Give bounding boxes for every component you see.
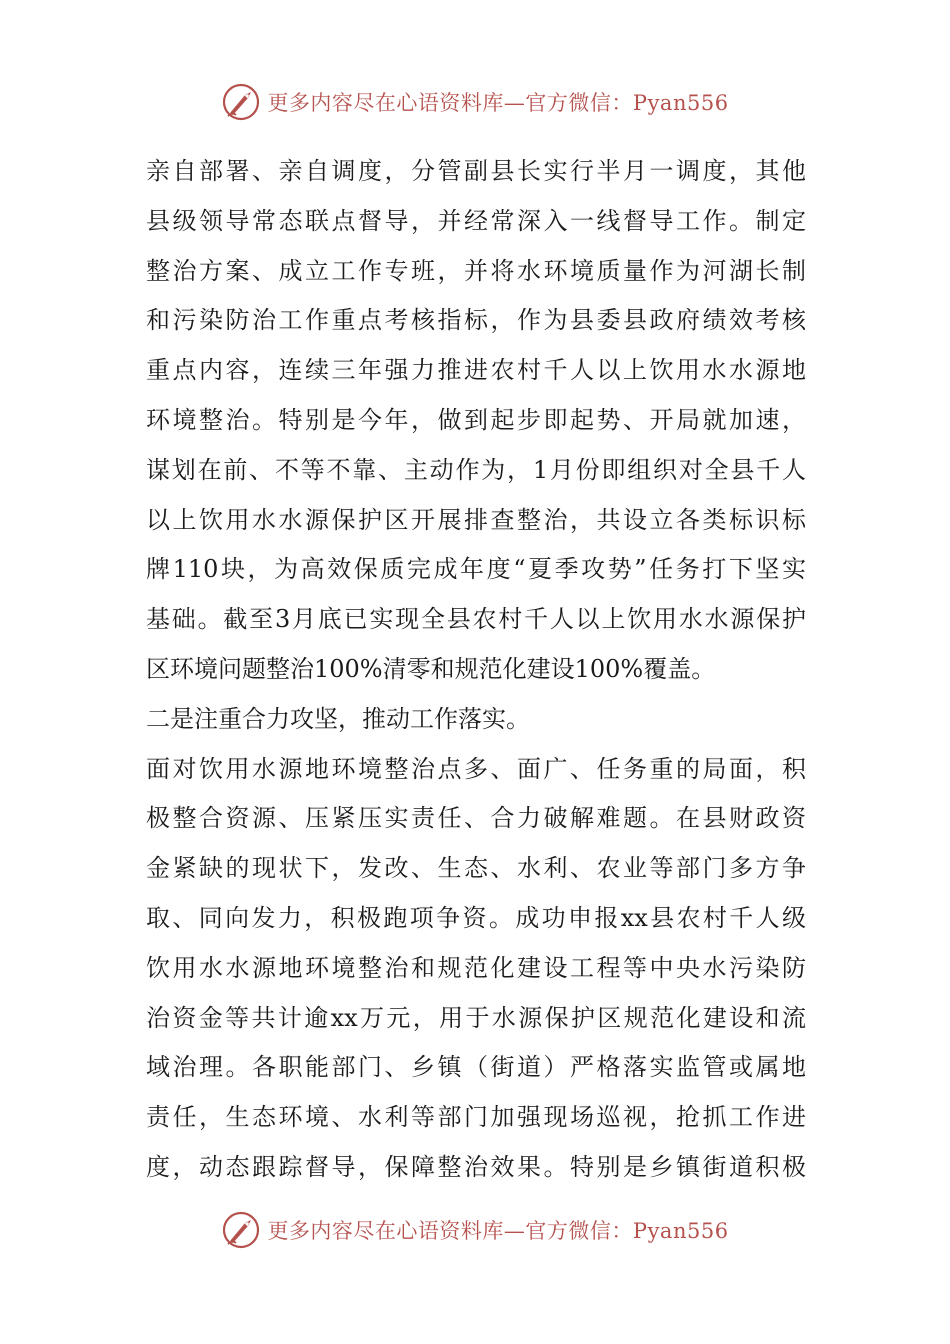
body-line: 谋划在前、不等不靠、主动作为，1月份即组织对全县千人 <box>146 455 806 484</box>
body-line: 环境整治。特别是今年，做到起步即起势、开局就加速， <box>146 405 806 434</box>
body-line: 以上饮用水水源保护区开展排查整治，共设立各类标识标 <box>146 505 806 534</box>
body-line: 极整合资源、压紧压实责任、合力破解难题。在县财政资 <box>146 804 806 833</box>
body-line: 基础。截至3月底已实现全县农村千人以上饮用水水源保护 <box>146 605 806 634</box>
pen-nib-logo-icon <box>221 1210 261 1250</box>
footer-banner-text: 更多内容尽在心语资料库—官方微信：Pyan556 <box>267 1219 729 1243</box>
section-heading: 二是注重合力攻坚，推动工作落实。 <box>146 704 530 733</box>
body-line: 面对饮用水源地环境整治点多、面广、任务重的局面，积 <box>146 754 806 783</box>
body-line: 重点内容，连续三年强力推进农村千人以上饮用水水源地 <box>146 356 806 385</box>
header-banner-text: 更多内容尽在心语资料库—官方微信：Pyan556 <box>267 91 729 115</box>
body-line: 亲自部署、亲自调度，分管副县长实行半月一调度，其他 <box>146 157 806 185</box>
body-line: 区环境问题整治100%清零和规范化建设100%覆盖。 <box>146 654 716 683</box>
body-line: 牌110块，为高效保质完成年度“夏季攻势”任务打下坚实 <box>146 555 806 584</box>
body-line: 治资金等共计逾xx万元，用于水源保护区规范化建设和流 <box>146 1003 806 1032</box>
body-line: 和污染防治工作重点考核指标，作为县委县政府绩效考核 <box>146 306 806 335</box>
body-line: 域治理。各职能部门、乡镇（街道）严格落实监管或属地 <box>146 1053 806 1082</box>
header-banner <box>0 80 950 124</box>
body-line: 度，动态跟踪督导，保障整治效果。特别是乡镇街道积极 <box>146 1152 806 1181</box>
body-line: 金紧缺的现状下，发改、生态、水利、农业等部门多方争 <box>146 854 806 883</box>
body-line: 县级领导常态联点督导，并经常深入一线督导工作。制定 <box>146 206 806 235</box>
body-line: 整治方案、成立工作专班，并将水环境质量作为河湖长制 <box>146 256 806 285</box>
body-line: 责任，生态环境、水利等部门加强现场巡视，抢抓工作进 <box>146 1103 806 1132</box>
document-body <box>146 147 806 1193</box>
footer-banner <box>0 1208 950 1252</box>
body-line: 取、同向发力，积极跑项争资。成功申报xx县农村千人级 <box>146 903 806 932</box>
pen-nib-logo-icon <box>221 82 261 122</box>
body-line: 饮用水水源地环境整治和规范化建设工程等中央水污染防 <box>146 953 806 982</box>
